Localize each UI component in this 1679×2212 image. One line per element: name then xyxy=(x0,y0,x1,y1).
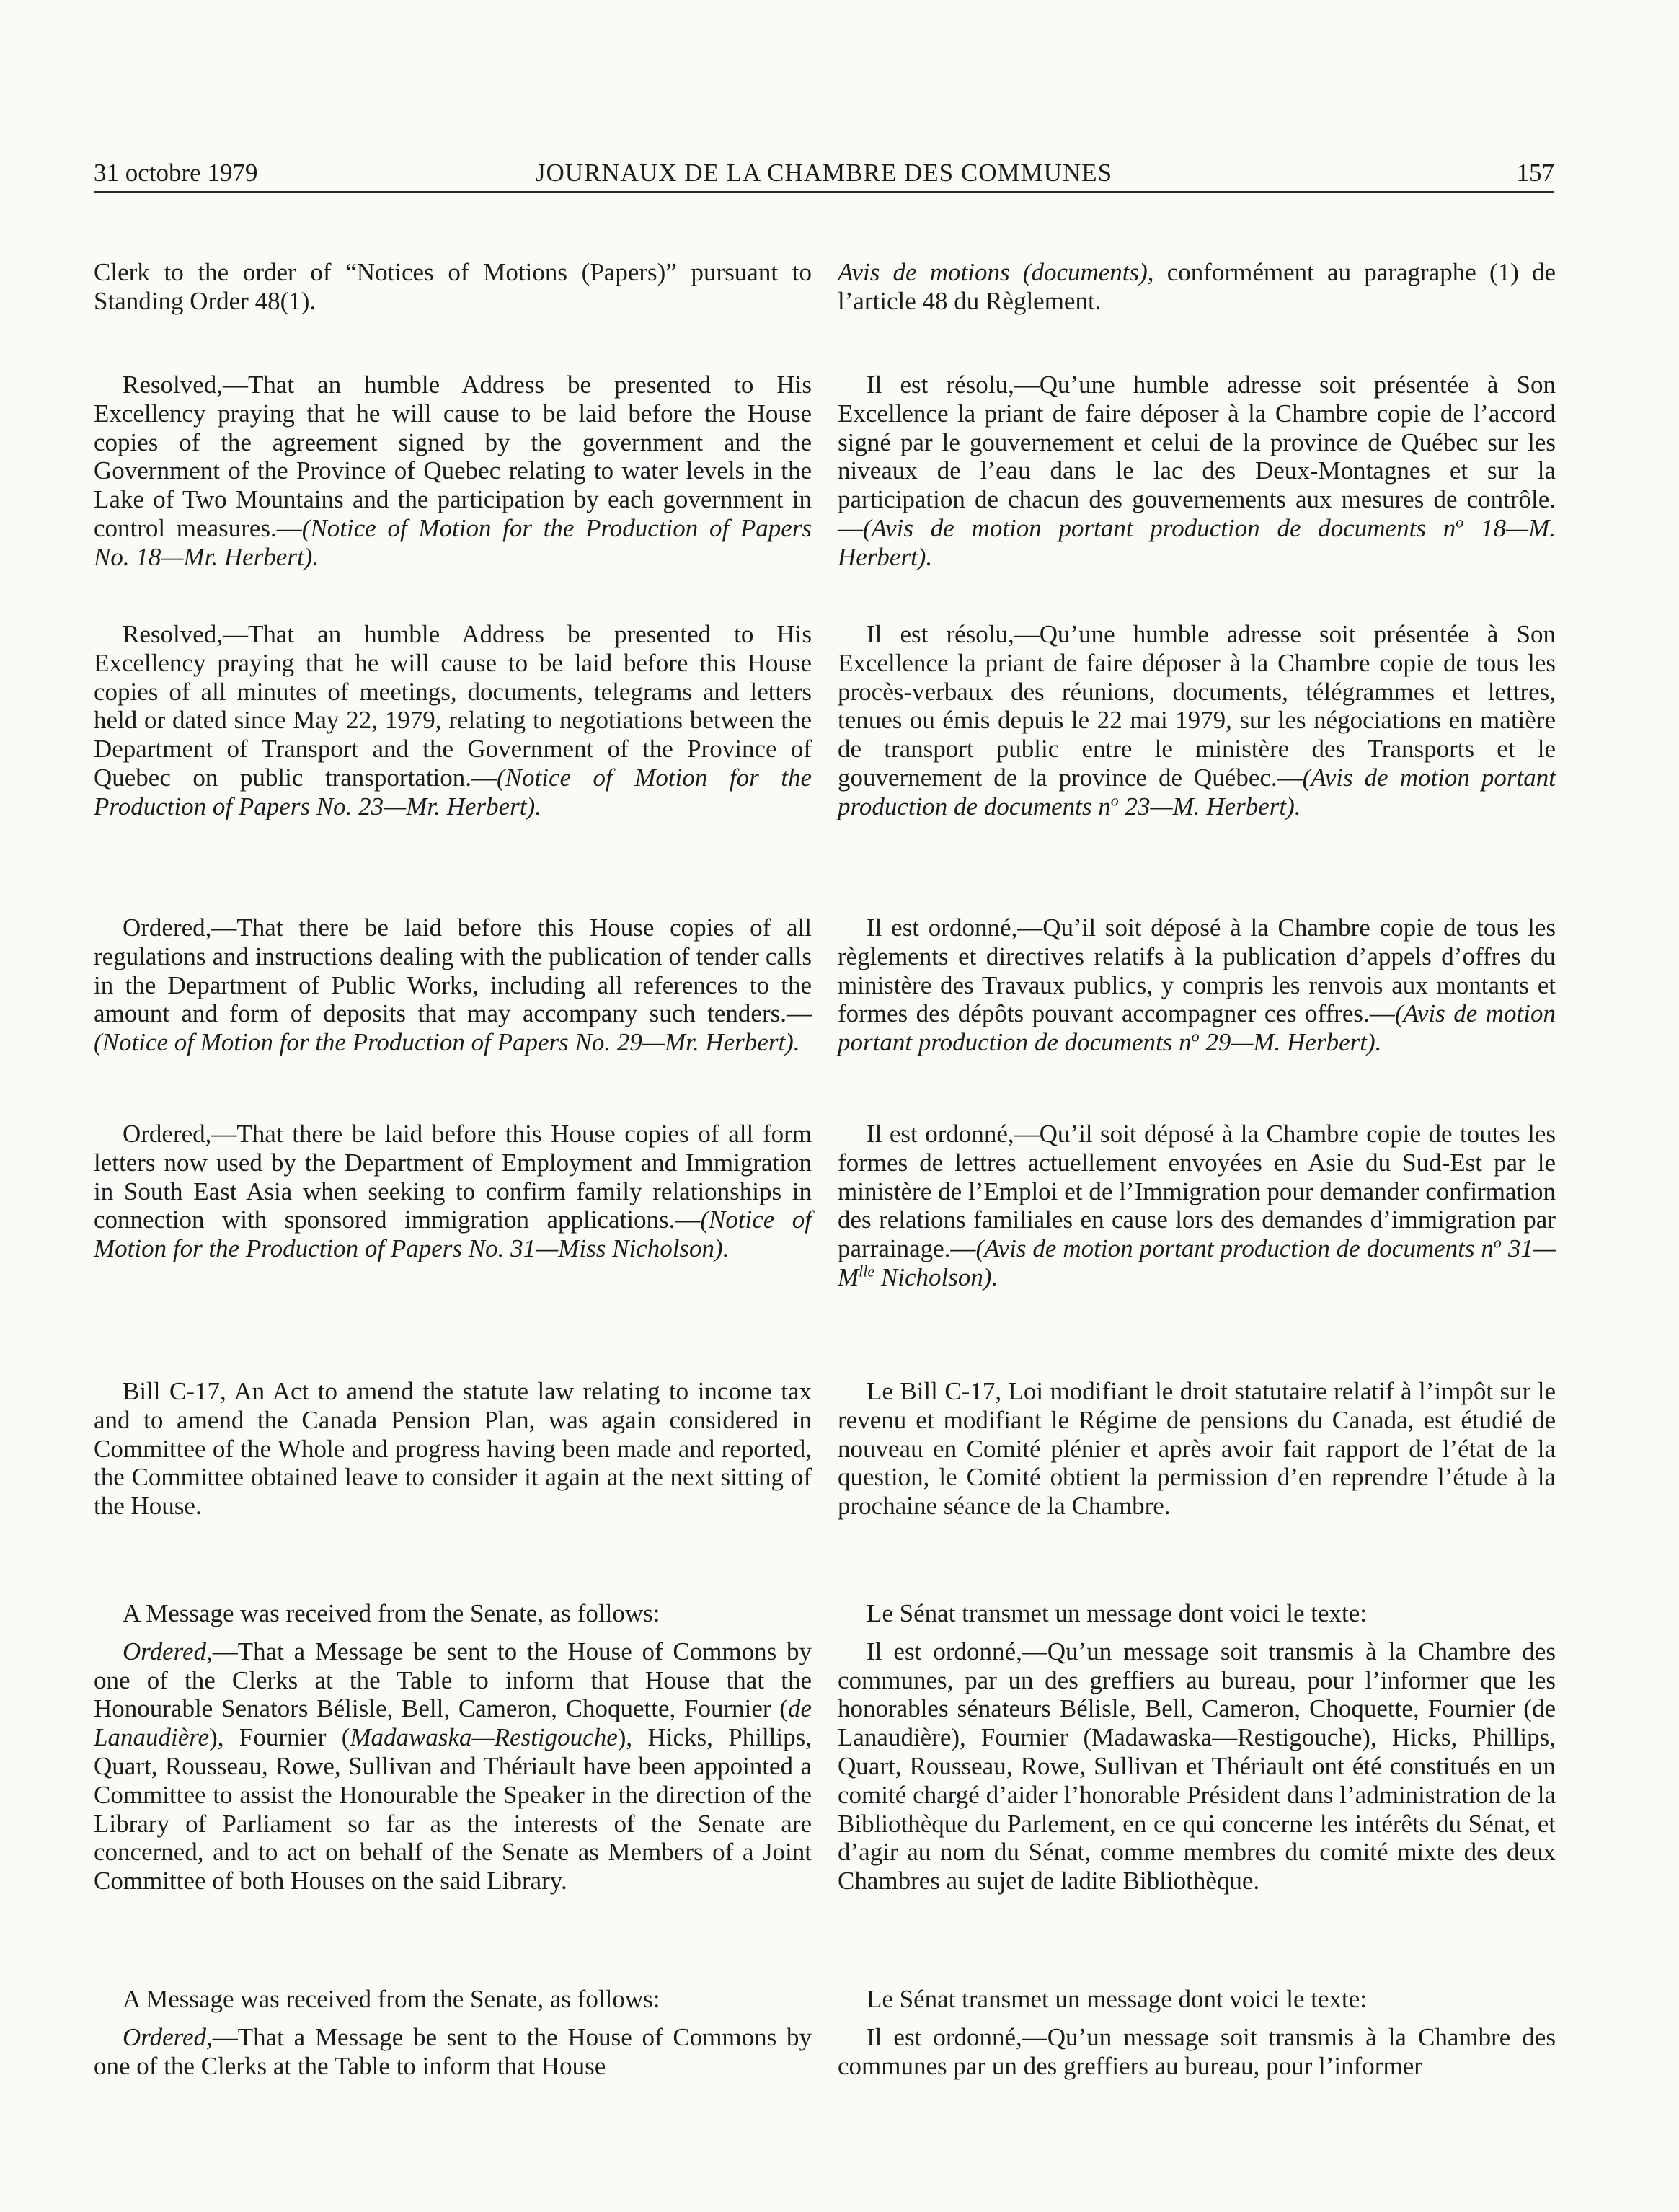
order-text xyxy=(94,913,812,1057)
reference-superscript: o xyxy=(1493,1233,1502,1252)
ordered-label: Ordered, xyxy=(123,1637,213,1665)
reference-part: 23—M. Herbert). xyxy=(1118,792,1301,820)
order-body: Il est ordonné,—Qu’il soit déposé à la Chambre copie de toutes les formes de lettres actuellement envoyées en Asie du Sud-Est par le ministère de l’Emploi et de l’Immigration pour demander confirmation des relations familiales en cause lors des demandes d’immigration par parrainage.— xyxy=(838,1120,1556,1263)
resolution-23 xyxy=(838,620,1556,821)
resolution-text xyxy=(94,371,812,572)
reference-part: (Avis de motion portant production de documents n xyxy=(975,1234,1494,1263)
reference-superscript: o xyxy=(1456,513,1464,531)
order-body: Ordered,—That there be laid before this House copies of all form letters now used by the Department of Employment and Immigration in South East Asia when seeking to confirm family relationships in connection with sponsored immigration applications.— xyxy=(94,1120,812,1234)
bill-c17 xyxy=(838,1377,1556,1521)
resolution-body: Resolved,—That an humble Address be presented to His Excellency praying that he will cause to be laid before this House copies of all minutes of meetings, documents, telegrams and letters held or dated since May 22, 1979, relating to negotiations between the Department of Transport and the Government of the Province of Quebec on public transportation.— xyxy=(94,620,812,792)
motion-reference: (Notice of Motion for the Production of Papers No. 23—Mr. Herbert). xyxy=(94,763,812,820)
resolution-body: Resolved,—That an humble Address be presented to His Excellency praying that he will cause to be laid before the House copies of the agreement signed by the government and the Government of the Province of Quebec relating to water levels in the Lake of Two Mountains and the participation by each government in control measures.— xyxy=(94,371,812,542)
reference-superscript: lle xyxy=(859,1262,875,1280)
motion-reference: (Notice of Motion for the Production of Papers No. 18—Mr. Herbert). xyxy=(94,513,812,571)
page-number: 157 xyxy=(1516,159,1554,187)
message-part: ), Hicks, Phillips, Quart, Rousseau, Rowe, Sullivan and Thériault have been appointed a Committee to assist the Honourable the Speaker in the direction of the Library of Parliament so far as the interests of the Senate are concerned, and to act on behalf of the Senate as Members of a Joint Committee of both Houses on the said Library. xyxy=(94,1723,812,1895)
resolution-23 xyxy=(94,620,812,821)
continued-paragraph xyxy=(838,258,1556,316)
message-text: Il est ordonné,—Qu’un message soit transmis à la Chambre des communes, par un des greffiers au bureau, pour l’informer que les honorables sénateurs Bélisle, Bell, Cameron, Choquette, Fournier (de Lanaudière), Fournier (Madawaska—Restigouche), Hicks, Phillips, Quart, Rousseau, Rowe, Sullivan et Thériault ont été constitués en un comité chargé d’aider l’honorable Président dans l’administration de la Bibliothèque du Parlement, en ce qui concerne les intérêts du Sénat, et d’agir au nom du Sénat, comme membres du comité mixte des deux Chambres au sujet de ladite Bibliothèque. xyxy=(838,1637,1556,1895)
running-header xyxy=(94,155,1554,193)
resolution-text xyxy=(94,620,812,821)
paragraph-italic: Avis de motions (documents), xyxy=(838,258,1154,286)
reference-part: (Avis de motion portant production de documents n xyxy=(838,999,1556,1057)
message-part: —That a Message be sent to the House of Commons by one of the Clerks at the Table to inform that House xyxy=(94,2022,812,2080)
header-title: JOURNAUX DE LA CHAMBRE DES COMMUNES xyxy=(535,159,1113,187)
ordered-label: Ordered, xyxy=(123,2022,213,2051)
reference-part: 29—M. Herbert). xyxy=(1199,1028,1382,1057)
senate-message-2 xyxy=(94,1985,812,2080)
message-intro: A Message was received from the Senate, as follows: xyxy=(123,1985,660,2013)
continued-paragraph xyxy=(94,258,812,316)
resolution-text xyxy=(838,371,1556,572)
resolution-18 xyxy=(838,371,1556,572)
message-text xyxy=(94,2023,812,2081)
motion-reference xyxy=(838,514,1556,571)
message-intro: A Message was received from the Senate, as follows: xyxy=(123,1599,660,1627)
message-intro: Le Sénat transmet un message dont voici le texte: xyxy=(867,1599,1367,1627)
reference-superscript: o xyxy=(1110,791,1119,810)
reference-part: 18—M. Herbert). xyxy=(838,513,1556,571)
paragraph-text: Clerk to the order of “Notices of Motions (Papers)” pursuant to Standing Order 48(1). xyxy=(94,258,812,315)
message-part: —That a Message be sent to the House of Commons by one of the Clerks at the Table to inform that House that the Honourable Senators Bélisle, Bell, Cameron, Choquette, Fournier ( xyxy=(94,1637,812,1723)
motion-reference: (Notice of Motion for the Production of Papers No. 29—Mr. Herbert). xyxy=(94,1028,800,1057)
senate-message-1 xyxy=(838,1599,1556,1895)
reference-superscript: o xyxy=(1191,1027,1200,1045)
message-text: Il est ordonné,—Qu’un message soit transmis à la Chambre des communes par un des greffiers au bureau, pour l’informer xyxy=(838,2022,1556,2080)
resolution-text xyxy=(838,620,1556,821)
resolution-18 xyxy=(94,371,812,572)
reference-part: Nicholson). xyxy=(874,1262,998,1291)
bill-text: Bill C-17, An Act to amend the statute law relating to income tax and to amend the Canada Pension Plan, was again considered in Committee of the Whole and progress having been made and reported, the Committee obtained leave to consider it again at the next sitting of the House. xyxy=(94,1377,812,1521)
order-29 xyxy=(94,913,812,1057)
resolution-body: Il est résolu,—Qu’une humble adresse soit présentée à Son Excellence la priant de faire déposer à la Chambre copie de tous les procès-verbaux des réunions, documents, télégrammes et lettres, tenues ou émis depuis le 22 mai 1979, sur les négociations en matière de transport public entre le ministère des Transports et le gouvernement de la province de Québec.— xyxy=(838,620,1556,792)
bill-c17 xyxy=(94,1377,812,1521)
order-31 xyxy=(838,1120,1556,1292)
reference-part: (Avis de motion portant production de documents n xyxy=(838,763,1556,820)
header-date: 31 octobre 1979 xyxy=(94,159,258,187)
reference-part: 31—M xyxy=(838,1234,1556,1291)
paragraph-body: conformément au paragraphe (1) de l’article 48 du Règlement. xyxy=(838,258,1556,315)
bill-text: Le Bill C-17, Loi modifiant le droit statutaire relatif à l’impôt sur le revenu et modifiant le Régime de pensions du Canada, est étudié de nouveau en Comité plénier et après avoir fait rapport de l’état de la question, le Comité obtient la permission d’en reprendre l’étude à la prochaine séance de la Chambre. xyxy=(838,1377,1556,1521)
reference-part: (Avis de motion portant production de documents n xyxy=(863,513,1456,542)
resolution-body: Il est résolu,—Qu’une humble adresse soit présentée à Son Excellence la priant de faire déposer à la Chambre copie de l’accord signé par le gouvernement et celui de la province de Québec sur les niveaux de l’eau dans le lac des Deux-Montagnes et sur la participation de chacun des gouvernements aux mesures de contrôle.— xyxy=(838,371,1556,542)
order-text xyxy=(94,1120,812,1263)
senate-message-2 xyxy=(838,1985,1556,2080)
message-part: ), Fournier ( xyxy=(209,1723,350,1752)
order-body: Ordered,—That there be laid before this House copies of all regulations and instructions dealing with the publication of tender calls in the Department of Public Works, including all references to the amount and form of deposits that may accompany such tenders.— xyxy=(94,913,812,1028)
message-text xyxy=(94,1637,812,1895)
order-31 xyxy=(94,1120,812,1263)
order-text xyxy=(838,913,1556,1057)
order-text xyxy=(838,1120,1556,1292)
senate-message-1 xyxy=(94,1599,812,1895)
message-italic: Madawaska—Restigouche xyxy=(350,1723,618,1752)
message-intro: Le Sénat transmet un message dont voici le texte: xyxy=(867,1985,1367,2013)
motion-reference: (Notice of Motion for the Production of Papers No. 31—Miss Nicholson). xyxy=(94,1205,812,1263)
order-29 xyxy=(838,913,1556,1057)
message-italic: de Lanaudière xyxy=(94,1694,812,1752)
paragraph-text xyxy=(838,258,1556,316)
order-body: Il est ordonné,—Qu’il soit déposé à la Chambre copie de tous les règlements et directives relatifs à la publication d’appels d’offres du ministère des Travaux publics, y compris les renvois aux montants et formes des dépôts pouvant accompagner ces offres.— xyxy=(838,913,1556,1028)
